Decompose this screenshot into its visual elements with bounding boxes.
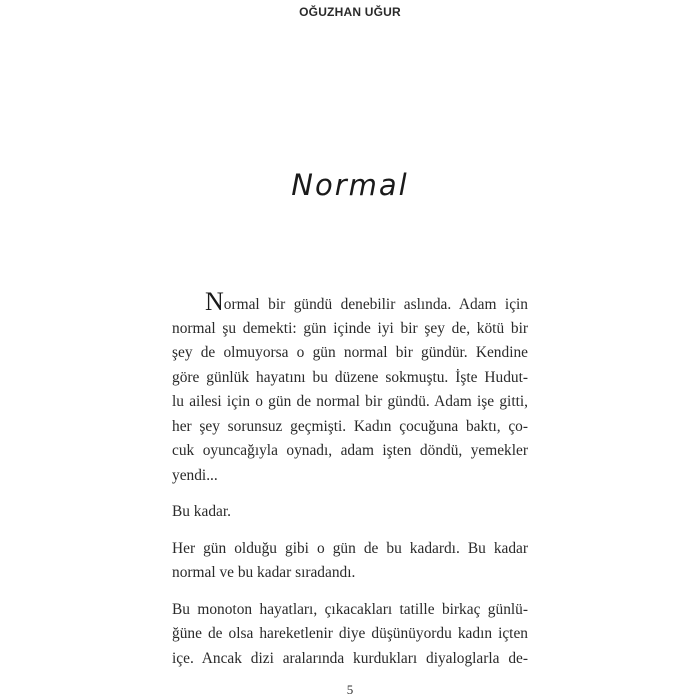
paragraph-3-last-line: normal ve bu kadar sıradandı. [172,564,356,581]
paragraph-spacer [172,488,528,500]
paragraph-1 [172,287,528,488]
paragraph-3 [172,537,528,586]
running-header-author: OĞUZHAN UĞUR [299,5,401,19]
body-text [172,287,528,671]
paragraph-spacer [172,525,528,537]
paragraph-1-line: her şey sorunsuz geçmişti. Kadın çocuğuna baktı, ço- [172,417,528,435]
paragraph-1-first-line [172,287,528,317]
paragraph-4-line: ğüne de olsa hareketlenir diye düşünüyordu kadın içten [172,625,528,642]
paragraph-1-line: normal şu demekti: gün içinde iyi bir şey de, kötü bir [172,319,528,337]
page-number: 5 [346,682,354,697]
paragraph-2-line: Bu kadar. [172,503,231,520]
paragraph-1-line: cuk oyuncağıyla oynadı, adam işten döndü, yemekler [172,442,528,459]
paragraph-1-line: göre günlük hayatını bu düzene sokmuştu. İşte Hudut- [172,368,528,386]
paragraph-1-line: şey de olmuyorsa o gün normal bir gündür. Kendine [172,344,528,361]
paragraph-1-last-line: yendi... [172,466,218,484]
paragraph-spacer [172,586,528,598]
chapter-title: Normal [291,168,409,202]
paragraph-4-line: içe. Ancak dizi aralarında kurdukları diyaloglarla de- [172,649,528,667]
paragraph-1-line: lu ailesi için o gün de normal bir gündü. Adam işe gitti, [172,393,528,410]
drop-cap: N [205,287,224,316]
paragraph-4-line: Bu monoton hayatları, çıkacakları tatille birkaç günlü- [172,600,528,618]
paragraph-2 [172,500,528,525]
paragraph-4 [172,598,528,672]
paragraph-3-line: Her gün olduğu gibi o gün de bu kadardı. Bu kadar [172,539,528,557]
paragraph-1-first-line-text: ormal bir gündü denebilir aslında. Adam için [223,296,528,313]
